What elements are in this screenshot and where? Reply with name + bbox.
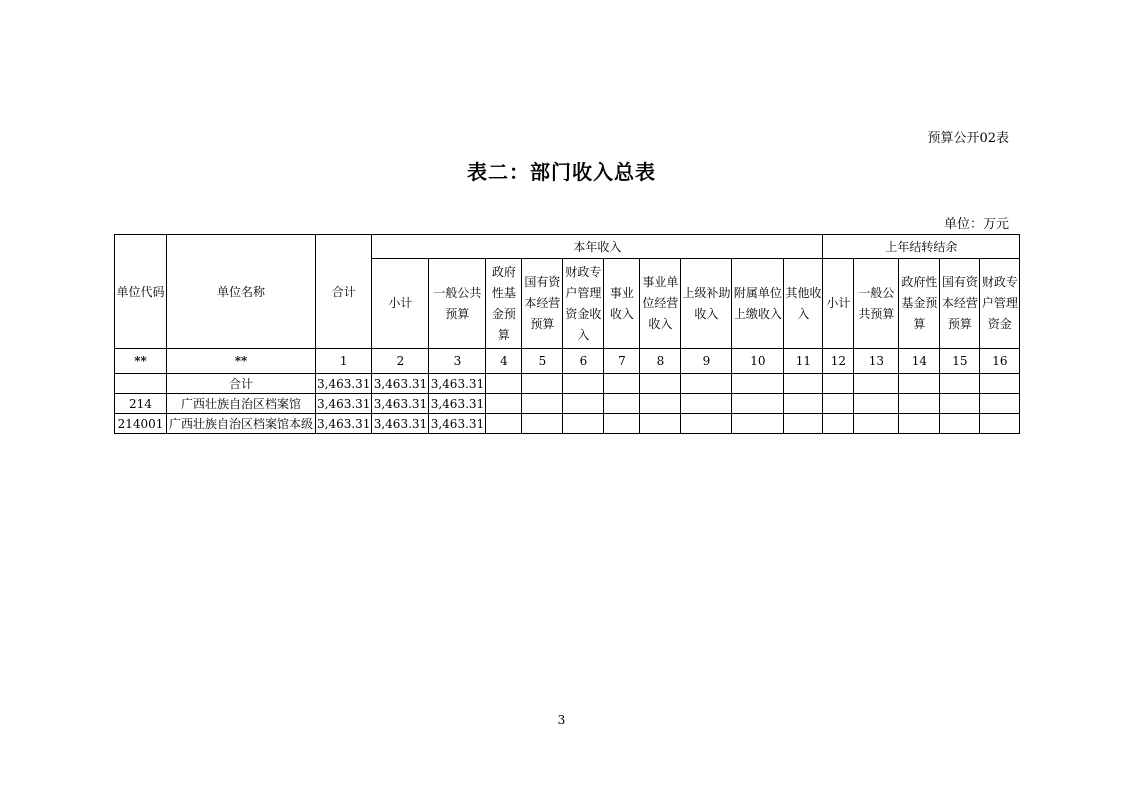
value-cell <box>522 394 563 414</box>
value-cell: 3,463.31 <box>316 414 372 434</box>
index-cell: 11 <box>784 349 823 374</box>
header-prior-gov-fund: 政府性基金预算 <box>899 259 940 349</box>
value-cell <box>980 414 1020 434</box>
header-unit-code: 单位代码 <box>115 235 167 349</box>
page-title: 表二：部门收入总表 <box>467 160 656 184</box>
value-cell <box>563 374 604 394</box>
value-cell <box>854 414 899 434</box>
unit-label: 单位：万元 <box>943 217 1009 232</box>
index-cell: ** <box>115 349 167 374</box>
value-cell: 3,463.31 <box>429 394 486 414</box>
index-cell: 3 <box>429 349 486 374</box>
value-cell: 3,463.31 <box>429 374 486 394</box>
header-unit-name: 单位名称 <box>167 235 316 349</box>
value-cell <box>486 394 522 414</box>
index-cell: 1 <box>316 349 372 374</box>
index-cell: 12 <box>823 349 854 374</box>
value-cell <box>681 394 732 414</box>
unit-code-cell: 214 <box>115 394 167 414</box>
value-cell <box>604 414 640 434</box>
value-cell <box>899 394 940 414</box>
value-cell <box>563 394 604 414</box>
value-cell <box>486 414 522 434</box>
index-cell: 16 <box>980 349 1020 374</box>
table-row <box>115 414 1020 434</box>
value-cell: 3,463.31 <box>316 374 372 394</box>
value-cell <box>784 374 823 394</box>
value-cell: 3,463.31 <box>316 394 372 414</box>
index-cell: 5 <box>522 349 563 374</box>
unit-code-cell: 214001 <box>115 414 167 434</box>
value-cell: 3,463.31 <box>429 414 486 434</box>
value-cell <box>823 394 854 414</box>
index-cell: 6 <box>563 349 604 374</box>
value-cell <box>823 414 854 434</box>
index-cell: 8 <box>640 349 681 374</box>
index-cell: ** <box>167 349 316 374</box>
index-cell: 15 <box>940 349 980 374</box>
form-number: 预算公开02表 <box>927 131 1009 146</box>
header-cur-general-budget: 一般公共预算 <box>429 259 486 349</box>
header-prior-state-capital: 国有资本经营预算 <box>940 259 980 349</box>
header-cur-superior-subsidy: 上级补助收入 <box>681 259 732 349</box>
header-cur-business-income: 事业收入 <box>604 259 640 349</box>
table-row <box>115 374 1020 394</box>
value-cell <box>640 394 681 414</box>
value-cell <box>854 374 899 394</box>
header-current-year-income: 本年收入 <box>372 235 823 259</box>
value-cell: 3,463.31 <box>372 414 429 434</box>
index-cell: 13 <box>854 349 899 374</box>
index-cell: 2 <box>372 349 429 374</box>
value-cell <box>563 414 604 434</box>
header-cur-other-income: 其他收入 <box>784 259 823 349</box>
value-cell <box>980 394 1020 414</box>
index-cell: 14 <box>899 349 940 374</box>
unit-name-cell: 广西壮族自治区档案馆本级 <box>167 414 316 434</box>
index-row <box>115 349 1020 374</box>
header-cur-operating-income: 事业单位经营收入 <box>640 259 681 349</box>
value-cell <box>823 374 854 394</box>
header-total: 合计 <box>316 235 372 349</box>
value-cell <box>604 394 640 414</box>
value-cell <box>940 374 980 394</box>
header-prior-general-budget: 一般公共预算 <box>854 259 899 349</box>
value-cell <box>732 374 784 394</box>
header-cur-subtotal: 小计 <box>372 259 429 349</box>
value-cell <box>681 414 732 434</box>
value-cell <box>522 374 563 394</box>
value-cell: 3,463.31 <box>372 374 429 394</box>
value-cell <box>681 374 732 394</box>
value-cell <box>899 374 940 394</box>
header-cur-special-account: 财政专户管理资金收入 <box>563 259 604 349</box>
income-summary-table <box>114 234 1020 434</box>
value-cell <box>784 414 823 434</box>
unit-code-cell <box>115 374 167 394</box>
index-cell: 10 <box>732 349 784 374</box>
value-cell <box>899 414 940 434</box>
unit-name-cell: 合计 <box>167 374 316 394</box>
value-cell <box>604 374 640 394</box>
header-cur-gov-fund: 政府性基金预算 <box>486 259 522 349</box>
unit-name-cell: 广西壮族自治区档案馆 <box>167 394 316 414</box>
value-cell <box>784 394 823 414</box>
value-cell <box>940 394 980 414</box>
value-cell <box>732 414 784 434</box>
value-cell <box>854 394 899 414</box>
value-cell <box>940 414 980 434</box>
page-number: 3 <box>557 713 566 727</box>
table-row <box>115 394 1020 414</box>
header-cur-state-capital: 国有资本经营预算 <box>522 259 563 349</box>
header-prior-special-account: 财政专户管理资金 <box>980 259 1020 349</box>
value-cell <box>732 394 784 414</box>
value-cell <box>522 414 563 434</box>
index-cell: 7 <box>604 349 640 374</box>
value-cell: 3,463.31 <box>372 394 429 414</box>
header-cur-affiliated-remit: 附属单位上缴收入 <box>732 259 784 349</box>
header-prior-subtotal: 小计 <box>823 259 854 349</box>
value-cell <box>640 374 681 394</box>
value-cell <box>640 414 681 434</box>
index-cell: 9 <box>681 349 732 374</box>
header-prior-year-carryover: 上年结转结余 <box>823 235 1020 259</box>
index-cell: 4 <box>486 349 522 374</box>
value-cell <box>486 374 522 394</box>
value-cell <box>980 374 1020 394</box>
